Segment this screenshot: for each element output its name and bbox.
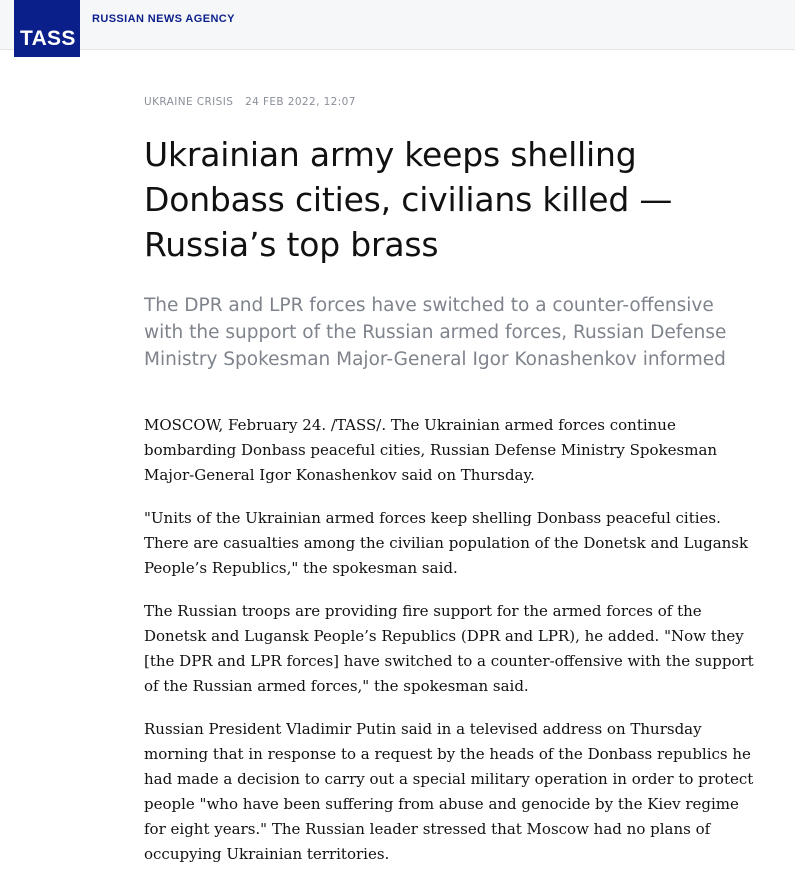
article-title: Ukrainian army keeps shelling Donbass cities, civilians killed — Russia’s top brass bbox=[144, 135, 673, 264]
article-paragraph: The Russian troops are providing fire support for the armed forces of the Donetsk and Lugansk People’s Republics (DPR and LPR), he added. "Now they [the DPR and LPR forces] have switched to a counter-offensive with the support of the Russian armed forces," the spokesman said. bbox=[144, 602, 754, 695]
agency-name[interactable]: RUSSIAN NEWS AGENCY bbox=[92, 13, 235, 25]
site-header bbox=[0, 0, 795, 50]
article-meta bbox=[144, 94, 759, 114]
article-body bbox=[144, 413, 759, 867]
publish-date: 24 FEB 2022, 12:07 bbox=[245, 96, 356, 108]
article-paragraph: MOSCOW, February 24. /TASS/. The Ukrainian armed forces continue bombarding Donbass peaceful cities, Russian Defense Ministry Spokesman Major-General Igor Konashenkov said on Thursday. bbox=[144, 416, 718, 484]
tass-logo[interactable]: TASS bbox=[14, 0, 80, 57]
article-paragraph: "Units of the Ukrainian armed forces keep shelling Donbass peaceful cities. There are casualties among the civilian population of the Donetsk and Lugansk People’s Republics," the spokesman said. bbox=[144, 509, 749, 577]
category-link[interactable]: UKRAINE CRISIS bbox=[144, 96, 234, 108]
article bbox=[144, 94, 759, 879]
article-paragraph: Russian President Vladimir Putin said in a televised address on Thursday morning that in response to a request by the heads of the Donbass republics he had made a decision to carry out a special military operation in order to protect people "who have been suffering from abuse and genocide by the Kiev regime for eight years." The Russian leader stressed that Moscow had no plans of occupying Ukrainian territories. bbox=[144, 720, 754, 863]
article-lead: The DPR and LPR forces have switched to a counter-offensive with the support of the Russian armed forces, Russian Defense Ministry Spokesman Major-General Igor Konashenkov informed bbox=[144, 295, 727, 370]
